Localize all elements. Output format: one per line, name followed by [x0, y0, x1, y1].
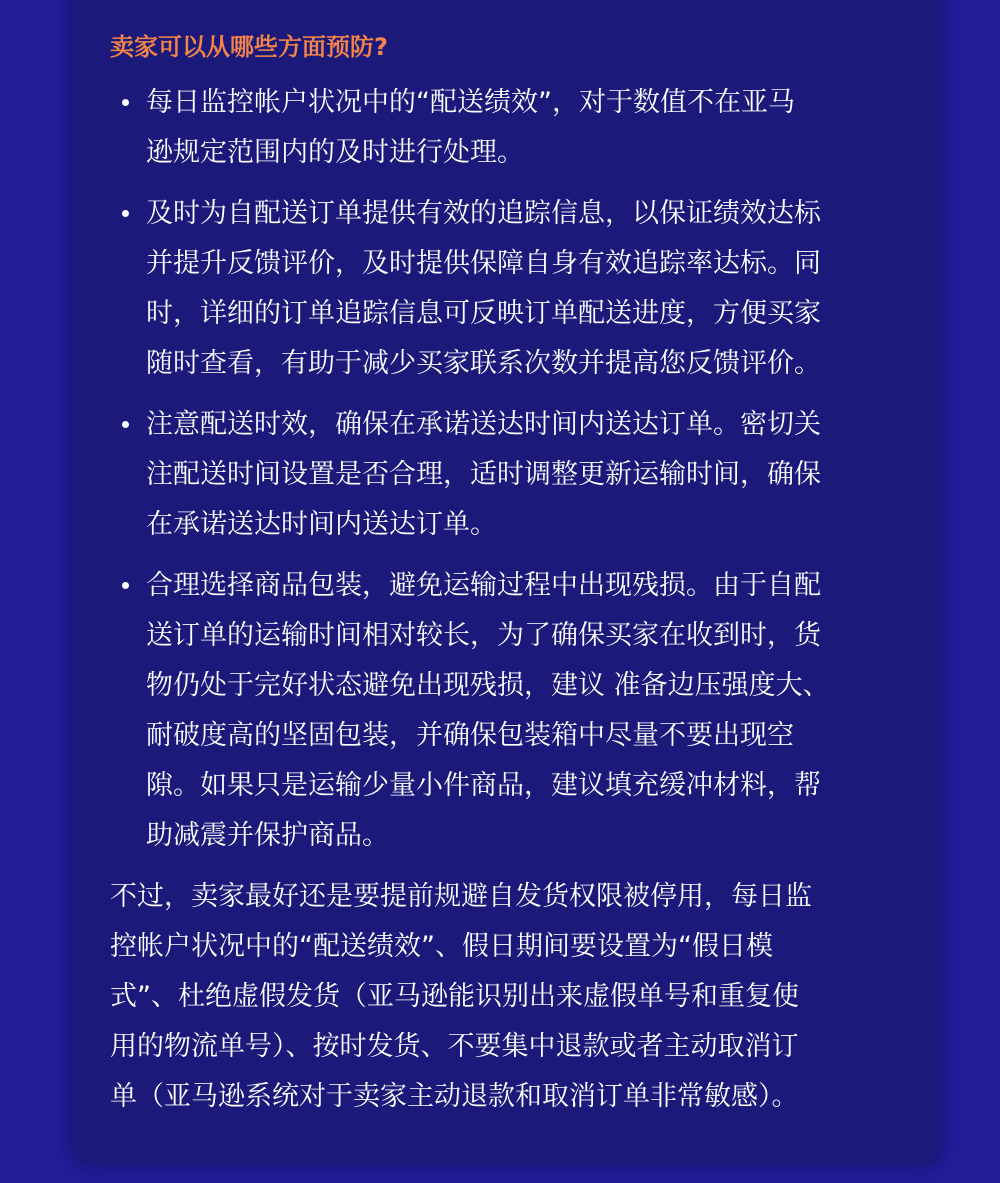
closing-line: 式”、杜绝虚假发货（亚马逊能识别出来虚假单号和重复使	[110, 981, 799, 1012]
tip-line: 注意配送时效，确保在承诺送达时间内送达订单。密切关	[146, 409, 821, 440]
tip-line: 合理选择商品包装，避免运输过程中出现残损。由于自配	[146, 570, 821, 601]
tip-line: 隙。如果只是运输少量小件商品，建议填充缓冲材料，帮	[146, 770, 821, 801]
article-body	[110, 22, 940, 1122]
tip-line: 在承诺送达时间内送达订单。	[146, 509, 497, 540]
tip-line: 随时查看，有助于减少买家联系次数并提高您反馈评价。	[146, 348, 821, 379]
tip-line: 送订单的运输时间相对较长，为了确保买家在收到时，货	[146, 620, 821, 651]
tip-line: 耐破度高的坚固包装，并确保包装箱中尽量不要出现空	[146, 720, 794, 751]
tip-line: 及时为自配送订单提供有效的追踪信息，以保证绩效达标	[146, 198, 821, 229]
tip-item	[110, 78, 940, 178]
tip-line: 时，详细的订单追踪信息可反映订单配送进度，方便买家	[146, 298, 821, 329]
prevention-tips-list	[110, 78, 940, 861]
tip-item	[110, 189, 940, 389]
tip-line: 逊规定范围内的及时进行处理。	[146, 137, 524, 168]
tip-line: 助减震并保护商品。	[146, 820, 389, 851]
tip-item	[110, 400, 940, 550]
tip-line: 注配送时间设置是否合理，适时调整更新运输时间，确保	[146, 459, 821, 490]
tip-item	[110, 561, 940, 861]
bullet-dot-icon	[122, 421, 129, 428]
tip-line: 每日监控帐户状况中的“配送绩效”，对于数值不在亚马	[146, 87, 795, 118]
closing-line: 不过，卖家最好还是要提前规避自发货权限被停用，每日监	[110, 881, 812, 912]
closing-line: 单（亚马逊系统对于卖家主动退款和取消订单非常敏感）。	[110, 1081, 799, 1112]
bullet-dot-icon	[122, 582, 129, 589]
bullet-dot-icon	[122, 99, 129, 106]
closing-line: 控帐户状况中的“配送绩效”、假日期间要设置为“假日模	[110, 931, 773, 962]
bullet-dot-icon	[122, 210, 129, 217]
tip-line: 并提升反馈评价，及时提供保障自身有效追踪率达标。同	[146, 248, 821, 279]
closing-paragraph	[110, 872, 940, 1122]
tip-line: 物仍处于完好状态避免出现残损，建议 准备边压强度大、	[146, 670, 830, 701]
section-heading: 卖家可以从哪些方面预防?	[110, 33, 388, 61]
closing-line: 用的物流单号）、按时发货、不要集中退款或者主动取消订	[110, 1031, 799, 1062]
